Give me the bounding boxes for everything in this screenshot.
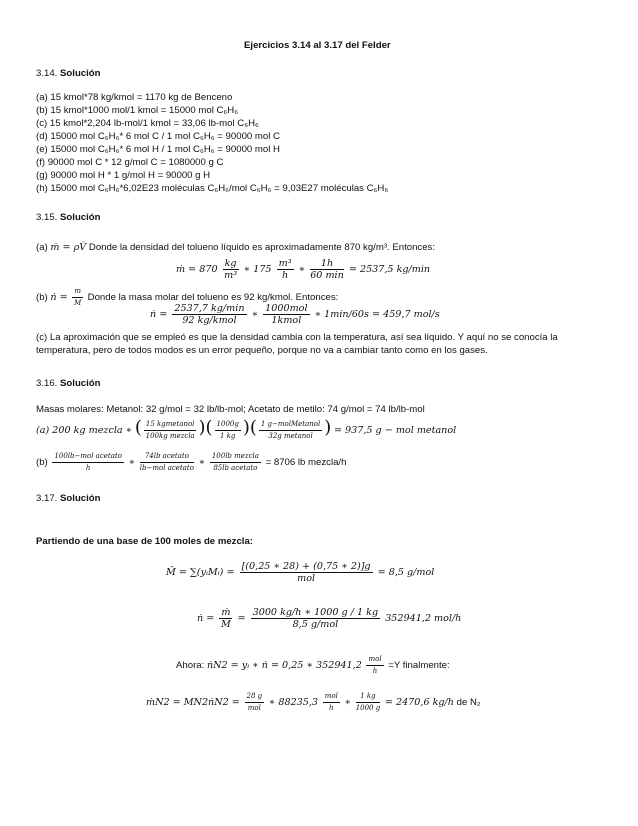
equation-3-16-b: (b) $\frac{\text{100lb−mol acetato}}{h}$ ∗ $\frac{\text{74lb acetato}}{\text{lb−mol acetato}}$ ∗ $\frac{\text{100lb mezcla}}{\text{85lb acetato}}$ = 8706 lb mezcla/h [36, 451, 347, 472]
fraction-mass-flow-over-M: $\frac{3000 kg/h ∗ 1000 g / 1 kg}{\text{8,5 g/mol}}$ [252, 607, 379, 630]
fraction-acetato-flow: $\frac{\text{100lb−mol acetato}}{h}$ [54, 451, 122, 472]
equation-mass-flow: ṁ = 870 $\frac{kg}{\text{m³}}$ ∗ 175 $\frac{\text{m³}}{h}$ ∗ $\frac{1h}{60 \min}$ = 2537,5 kg/min [176, 258, 431, 281]
fraction-28g-per-mol: $\frac{28 g}{\text{mol}}$ [246, 691, 263, 712]
equation-3-16-a: (a) 200 kg mezcla ∗ ( $\frac{\text{15 kgmetanol}}{\text{100kg mezcla}}$ )( $\frac{1000g}{1 kg}$ )( $\frac{\text{1 g−molMetanol}}{\text{32g metanol}}$ ) = 937,5 g − mol metanol [36, 417, 457, 440]
heading-word: Solución [60, 212, 101, 223]
item-label: (b) [36, 457, 48, 468]
unit-kg-m3: $\frac{kg}{\text{m³}}$ [224, 258, 238, 281]
heading-3-15 [36, 212, 101, 224]
line-molar-masses: Masas molares: Metanol: 32 g/mol = 32 lb/lb-mol; Acetato de metilo: 74 g/mol = 74 lb/lb-mol [36, 404, 425, 415]
heading-word: Solución [60, 68, 101, 79]
fraction-kg-per-g: $\frac{1 kg}{1000 g}$ [355, 691, 381, 712]
line-3-15-c-1: (c) La aproximación que se empleó es que la densidad cambia con la temperatura, así sea líquido. Y aquí no se conocía la [36, 332, 558, 343]
heading-3-17 [36, 493, 101, 505]
line-3-14-d: (d) 15000 mol C₆H₆* 6 mol C / 1 mol C₆H₆ = 90000 mol C [36, 131, 280, 142]
heading-number: 3.16. [36, 378, 58, 389]
line-3-14-a: (a) 15 kmol*78 kg/kmol = 1170 kg de Benceno [36, 92, 233, 103]
heading-3-16 [36, 378, 101, 390]
heading-3-14 [36, 68, 101, 80]
line-3-14-g: (g) 90000 mol H * 1 g/mol H = 90000 g H [36, 170, 211, 181]
line-3-14-e: (e) 15000 mol C₆H₆* 6 mol H / 1 mol C₆H₆ = 90000 mol H [36, 144, 280, 155]
fraction-molar-mass-sum: $\frac{[(0,25 ∗ 28) + (0,75 ∗ 2)]g}{\text{mol}}$ [241, 561, 371, 584]
fraction-mol-per-h: $\frac{\text{mol}}{h}$ [368, 655, 382, 675]
fraction-acetato-molar-mass: $\frac{\text{74lb acetato}}{\text{lb−mol acetato}}$ [139, 451, 194, 472]
fraction-mol-per-g: $\frac{\text{1 g−molMetanol}}{\text{32g metanol}}$ [260, 419, 321, 440]
unit-m3-h: $\frac{\text{m³}}{h}$ [278, 258, 292, 281]
line-3-15-a [36, 242, 435, 254]
ahora-line: Ahora: ṅN2 = yᵢ ∗ ṅ = 0,25 ∗ 352941,2 $\frac{\text{mol}}{h}$ =Y finalmente: [176, 655, 450, 675]
fraction-mdot-over-M: $\frac{\text{ṁ}}{M̄}$ [220, 607, 231, 630]
line-3-14-c: (c) 15 kmol*2,204 lb-mol/1 kmol = 33,06 lb-mol C₆H₆ [36, 118, 259, 129]
fraction-flow-over-molar-mass: $\frac{2537,7 kg/\min}{\text{92 kg/kmol}}$ [174, 303, 245, 326]
heading-word: Solución [60, 378, 101, 389]
line-3-14-b: (b) 15 kmol*1000 mol/1 kmol = 15000 mol C₆H₆ [36, 105, 239, 116]
final-equation: ṁN2 = MN2ṅN2 = $\frac{28 g}{\text{mol}}$ ∗ 88235,3 $\frac{\text{mol}}{h}$ ∗ $\frac{1 kg}{1000 g}$ = 2470,6 kg/h de N₂ [146, 691, 481, 712]
fraction-g-per-kg: $\frac{1000g}{1 kg}$ [216, 419, 239, 440]
heading-number: 3.14. [36, 68, 58, 79]
line-3-14-f: (f) 90000 mol C * 12 g/mol C = 1080000 g C [36, 157, 224, 168]
page-title: Ejercicios 3.14 al 3.17 del Felder [244, 40, 391, 51]
fraction-1000mol-kmol: $\frac{\text{1000mol}}{\text{1kmol}}$ [265, 303, 308, 326]
line-3-15-b: (b) ṅ = $\frac{m}{M}$ Donde la masa molar del tolueno es 92 kg/kmol. Entonces: [36, 287, 339, 307]
item-label: (a) [36, 242, 48, 253]
heading-word: Solución [60, 493, 101, 504]
fraction-metanol-per-mezcla: $\frac{\text{15 kgmetanol}}{\text{100kg mezcla}}$ [145, 419, 195, 440]
formula-mdot: ṁ = ρV̇ [50, 242, 87, 253]
base-statement: Partiendo de una base de 100 moles de mezcla: [36, 536, 254, 547]
line-3-14-h: (h) 15000 mol C₆H₆*6,02E23 moléculas C₆H₆/mol C₆H₆ = 9,03E27 moléculas C₆H₆ [36, 183, 389, 194]
heading-number: 3.17. [36, 493, 58, 504]
equation-molar-flow: ṅ = $\frac{2537,7 kg/\min}{\text{92 kg/kmol}}$ ∗ $\frac{\text{1000mol}}{\text{1kmol}}$ ∗ 1min/60s = 459,7 mol/s [150, 303, 440, 326]
fraction-mol-per-h-2: $\frac{\text{mol}}{h}$ [324, 691, 338, 712]
fraction-1h-60min: $\frac{1h}{60 \min}$ [310, 258, 344, 281]
equation-molar-flow-3-17: ṅ = $\frac{\text{ṁ}}{M̄}$ = $\frac{3000 kg/h ∗ 1000 g / 1 kg}{\text{8,5 g/mol}}$ 352941,2 mol/h [197, 607, 462, 630]
heading-number: 3.15. [36, 212, 58, 223]
item-label: (b) [36, 292, 48, 304]
text: Donde la densidad del tolueno líquido es aproximadamente 870 kg/m³. Entonces: [88, 242, 436, 253]
equation-mean-molar-mass: M̄ = ∑(yᵢMᵢ) = $\frac{[(0,25 ∗ 28) + (0,75 ∗ 2)]g}{\text{mol}}$ = 8,5 g/mol [166, 561, 435, 584]
fraction-m-M: $\frac{m}{M}$ [74, 287, 82, 307]
fraction-mezcla-per-acetato: $\frac{\text{100lb mezcla}}{\text{85lb acetato}}$ [211, 451, 259, 472]
line-3-15-c-2: temperatura, pero de todos modos es un error pequeño, porque no va a cambiar tanto como en los gases. [36, 345, 488, 356]
text: Donde la masa molar del tolueno es 92 kg/kmol. Entonces: [87, 292, 339, 304]
